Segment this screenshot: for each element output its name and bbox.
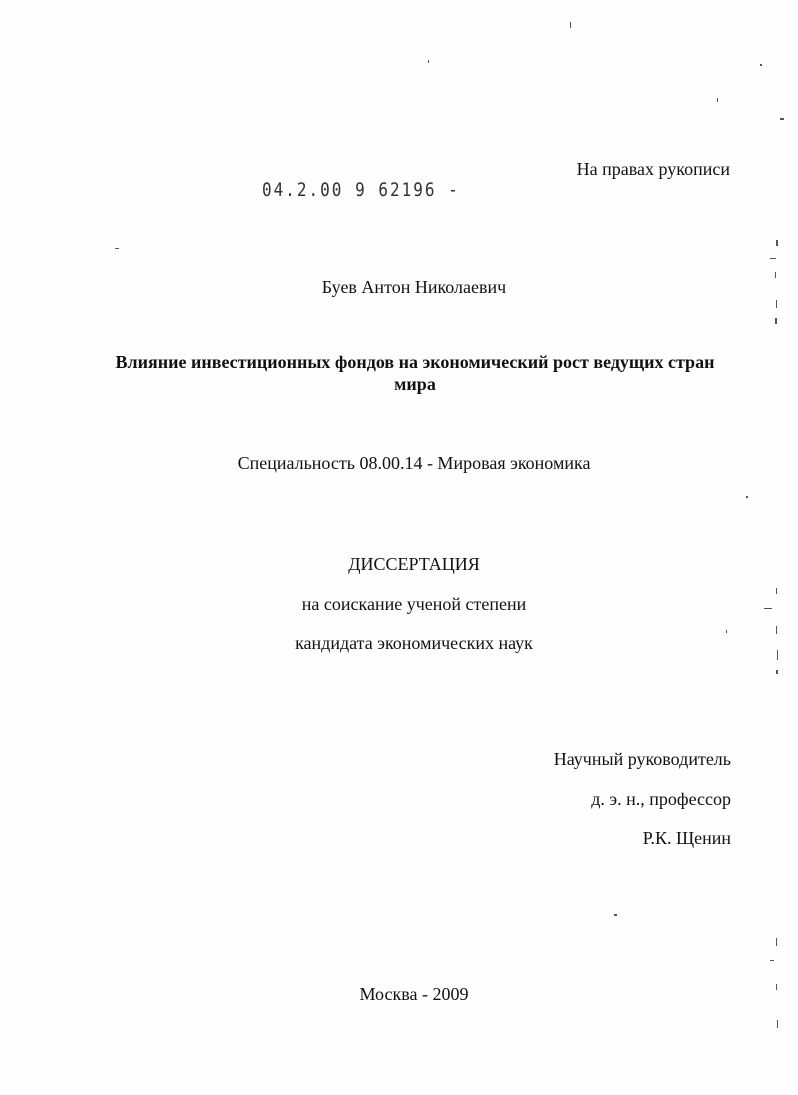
document-type: ДИССЕРТАЦИЯ (348, 554, 480, 574)
scan-speck (776, 588, 777, 594)
scan-speck (776, 984, 777, 990)
scan-speck (770, 960, 774, 961)
specialty: Специальность 08.00.14 - Мировая экономика (237, 453, 591, 473)
thesis-title (95, 351, 735, 395)
archive-stamp: 04.2.00 9 62196 - (262, 178, 460, 201)
scan-speck (717, 98, 718, 102)
scan-speck (570, 22, 571, 28)
scan-speck (775, 318, 777, 324)
scan-speck (770, 258, 776, 259)
scan-speck (777, 1020, 778, 1028)
scan-speck (775, 272, 776, 278)
scan-speck (776, 300, 777, 308)
degree-line-1: на соискание ученой степени (301, 594, 527, 614)
place-year: Москва - 2009 (359, 984, 469, 1004)
scan-speck (115, 248, 119, 249)
scan-speck (777, 650, 778, 660)
scan-speck (776, 240, 778, 246)
supervisor-role: Научный руководитель (553, 749, 731, 769)
thesis-title-line-1: Влияние инвестиционных фондов на экономический рост ведущих стран (115, 352, 715, 372)
scan-speck (746, 496, 748, 498)
scan-speck (776, 626, 777, 634)
supervisor-rank: д. э. н., профессор (591, 789, 731, 809)
rights-note: На правах рукописи (576, 159, 730, 179)
thesis-title-line-2: мира (394, 374, 436, 394)
degree-line-2: кандидата экономических наук (295, 633, 533, 653)
scan-speck (764, 608, 772, 609)
scan-speck (760, 64, 762, 66)
scan-speck (428, 60, 429, 63)
supervisor-name: Р.К. Щенин (642, 828, 731, 848)
scan-speck (776, 670, 778, 674)
scan-speck (614, 914, 617, 916)
scan-speck (780, 118, 784, 120)
scan-speck (726, 630, 727, 633)
author-name: Буев Антон Николаевич (321, 277, 507, 297)
scan-speck (776, 938, 777, 946)
